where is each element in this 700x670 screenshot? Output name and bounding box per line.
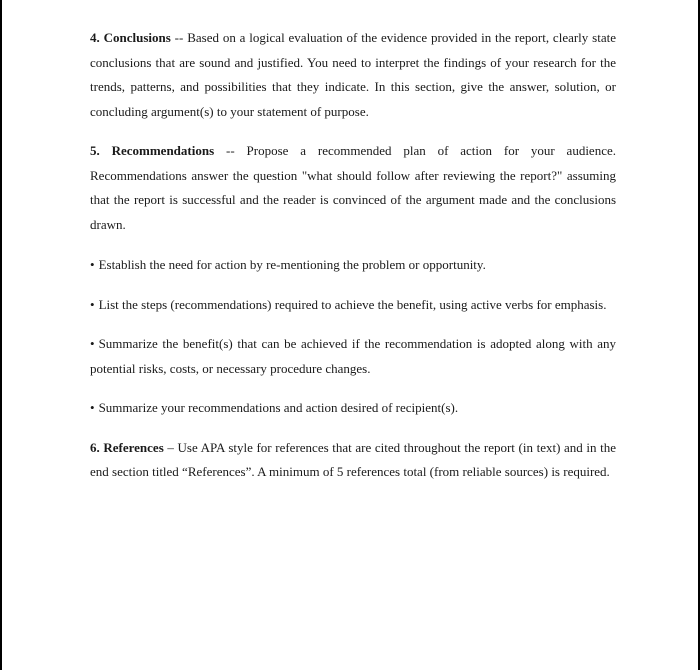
references-heading: 6. References [90,439,164,455]
bullet-item [90,332,616,381]
bullet-item [90,396,616,421]
bullet-icon: • [90,257,95,272]
recommendations-heading: 5. Recommendations [90,143,215,158]
bullet-icon: • [90,296,95,312]
references-paragraph [90,436,616,485]
conclusions-body: Based on a logical evaluation of the evidence provided in the report, clearly state conclusions that are sound and justified. You need to interpret the findings of your research for the trends, patterns, and possibilities that they indicate. In this section, give the answer, solution, or concluding argument(s) to your statement of purpose. [90,30,616,119]
bullet-item [90,253,616,278]
recommendations-separator: -- [214,143,247,158]
recommendations-paragraph [90,139,616,237]
bullet-text: List the steps (recommendations) required to achieve the benefit, using active verbs for emphasis. [98,296,607,312]
bullet-icon: • [90,336,95,351]
bullet-text: Summarize the benefit(s) that can be achieved if the recommendation is adopted along with any potential risks, costs, or necessary procedure changes. [90,336,616,376]
conclusions-paragraph [90,26,616,124]
document-content [90,26,616,501]
conclusions-separator: -- [170,30,188,45]
references-body: Use APA style for references that are cited throughout the report (in text) and in the end section titled “References”. A minimum of 5 references total (from reliable sources) is required. [90,439,616,479]
conclusions-heading: 4. Conclusions [90,30,171,45]
bullet-text: Establish the need for action by re-mentioning the problem or opportunity. [98,257,486,272]
bullet-icon: • [90,400,95,415]
references-separator: – [163,439,178,455]
bullet-item [90,293,616,318]
recommendations-body: Propose a recommended plan of action for your audience. Recommendations answer the question "what should follow after reviewing the report?" assuming that the report is successful and the reader is convinced of the argument made and the conclusions drawn. [90,143,616,232]
bullet-text: Summarize your recommendations and action desired of recipient(s). [98,400,459,415]
